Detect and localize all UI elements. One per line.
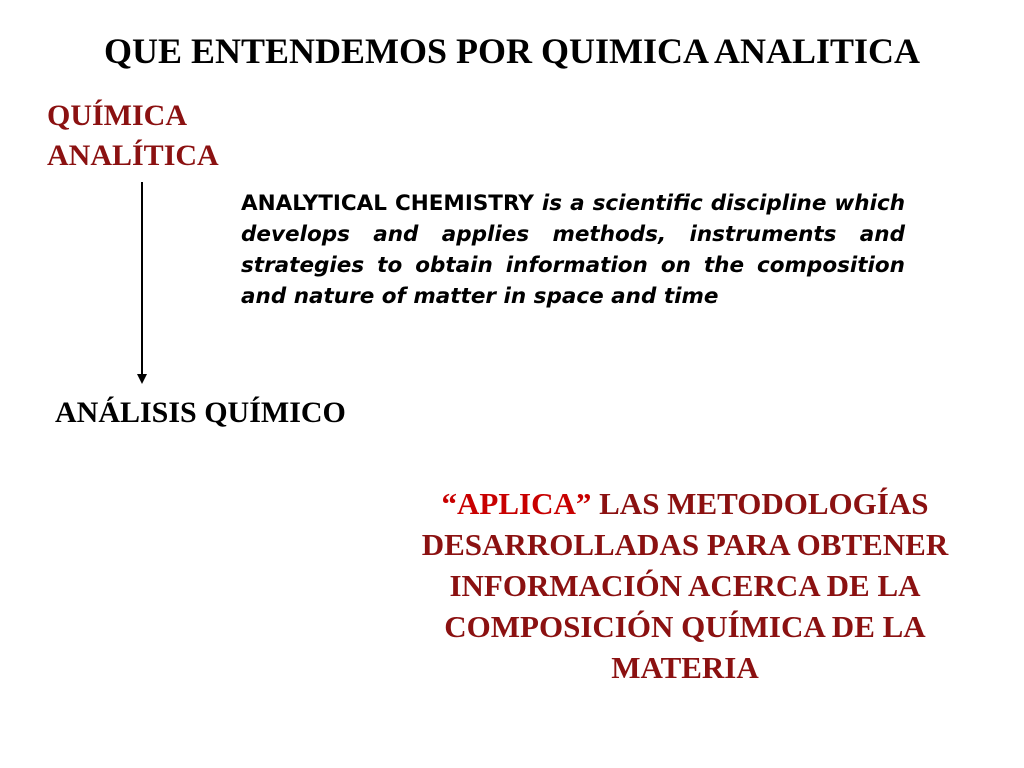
subject-heading bbox=[47, 96, 219, 176]
applies-text: LAS METODOLOGÍAS DESARROLLADAS PARA OBTENER INFORMACIÓN ACERCA DE LA COMPOSICIÓN QUÍMICA DE LA MATERIA bbox=[421, 486, 949, 685]
definition-text: is a scientific discipline which develops and applies methods, instruments and strategies to obtain information on the composition and nature of matter in space and time bbox=[241, 191, 905, 309]
down-arrow-icon bbox=[132, 182, 152, 384]
slide-title: QUE ENTENDEMOS POR QUIMICA ANALITICA bbox=[103, 31, 921, 71]
applies-statement bbox=[375, 483, 995, 688]
definition-term: ANALYTICAL CHEMISTRY bbox=[241, 191, 534, 216]
applies-quote: “APLICA” bbox=[441, 486, 592, 521]
analysis-label: ANÁLISIS QUÍMICO bbox=[55, 396, 346, 429]
subject-line-2: ANALÍTICA bbox=[47, 139, 219, 172]
subject-line-1: QUÍMICA bbox=[47, 99, 187, 132]
definition-paragraph bbox=[241, 188, 905, 312]
